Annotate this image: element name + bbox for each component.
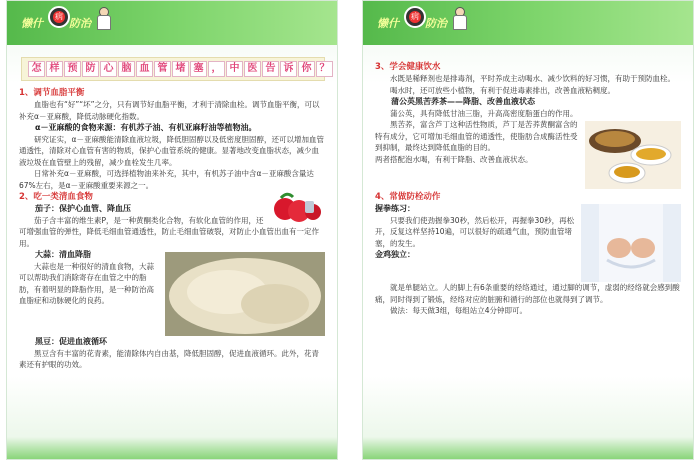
right-page	[362, 0, 694, 460]
brand-left-right: 懒什	[377, 17, 399, 30]
banner-char: 塞	[190, 61, 207, 77]
banner-char: 样	[46, 61, 63, 77]
banner-char: ？	[316, 61, 333, 77]
banner-char: 血	[136, 61, 153, 77]
garlic-title: 大蒜：清血降脂	[35, 250, 91, 259]
banner-char: 管	[154, 61, 171, 77]
blackbean-text: 黑豆含有丰富的花青素，能清除体内自由基，降低胆固醇，促进血液循环。此外，花青素还有护眼的功效。	[19, 348, 319, 369]
banner-char: 防	[82, 61, 99, 77]
banner-char: 你	[298, 61, 315, 77]
banner-char: 中	[226, 61, 243, 77]
one-leg-title: 金鸡独立：	[375, 250, 415, 259]
left-content	[19, 87, 325, 371]
eggplant-illustration	[271, 189, 325, 225]
tea-title: 蒲公英黑苦荞茶——降脂、改善血液状态	[391, 97, 535, 106]
title-banner	[21, 57, 330, 81]
emblem-icon	[48, 6, 70, 28]
section-1-p3: 研究证实，α－亚麻酸能清除血液垃圾，降低胆固醇以及低密度胆固醇，还可以增加血管通透性，清除对心血管有害的物质，保护心血管系统的健康。显著地改变血脂状态，减少血液垃圾在血管壁上的残留，减少血栓发生几率。	[19, 134, 324, 167]
emblem-char-right: 病	[411, 12, 419, 21]
tea-photo	[585, 121, 681, 189]
bottom-wave-right	[363, 437, 693, 459]
bottom-wave	[7, 437, 337, 459]
emblem-char: 病	[55, 12, 63, 21]
header-bar-right	[363, 1, 693, 45]
banner-char: 告	[262, 61, 279, 77]
doctor-icon	[97, 7, 109, 29]
blackbean-title: 黑豆：促进血液循环	[35, 337, 107, 346]
section-3-p1: 水既是稀释剂也是排毒剂，平时养成主动喝水、减少饮料的好习惯，有助于预防血栓。	[390, 74, 675, 83]
fist-exercise-text: 只要我们使劲握拳30秒，然后松开，再握拳30秒，再松开，反复这样坚持10遍，可以很好的疏通气血，预防血管堵塞，的发生。	[375, 215, 575, 248]
brand-left: 懒什	[21, 17, 43, 30]
section-3-p4: 黑苦荞，富含芦丁这种活性物质，芦丁是苦荞黄酮富含的特有成分，它可增加毛细血管的通透性，使脂肪合成酶活性受到抑制，最终达到降低血脂的目的。	[375, 120, 578, 152]
brand-right-right: 防治	[425, 17, 447, 30]
garlic-text: 大蒜也是一种很好的清血食物，大蒜可以帮助我们消除寄存在血管之中的脂肪，有着明显的降脂作用，是一种防治高血脂症和动脉硬化的良药。	[19, 261, 154, 305]
one-leg-method: 做法：每天做3组，每组站立4分钟即可。	[390, 306, 528, 315]
section-4-title: 4、常做防栓动作	[375, 192, 441, 202]
banner-title	[28, 61, 333, 77]
section-1-title: 1、调节血脂平衡	[19, 88, 85, 98]
fist-exercise-title: 握拳练习：	[375, 204, 415, 213]
eggplant-title: 茄子：保护心血管、降血压	[35, 204, 131, 213]
section-3-p5: 两者搭配泡水喝，有利于降脂、改善血液状态。	[375, 154, 533, 164]
left-page	[6, 0, 338, 460]
emblem-icon-right	[404, 6, 426, 28]
section-1-p1: 血脂也有“好”“坏”之分，只有调节好血脂平衡，才利于清除血栓。调节血脂平衡，可以补充α－亚麻酸，降低动脉硬化指数。	[19, 100, 320, 121]
one-leg-text: 就是单腿站立。人的脚上有6条重要的经络通过，通过脚的调节，虚弱的经络就会感到酸痛，同时得到了锻炼，经络对应的脏腑和循行的部位也就得到了调节。	[375, 283, 680, 304]
banner-char: 诉	[280, 61, 297, 77]
right-content	[375, 61, 681, 317]
banner-char: 预	[64, 61, 81, 77]
section-1-p4: 日常补充α－亚麻酸，可选择植物油来补充，其中，有机苏子油中含α－亚麻酸含量达67%左右，是α－亚麻酸重要来源之一。	[19, 169, 314, 190]
section-3-p3: 蒲公英，具有降低甘油三脂，升高高密度脂蛋白的作用。	[390, 108, 578, 118]
banner-char: 怎	[28, 61, 45, 77]
eggplant-text: 茄子含丰富的维生素P，是一种黄酮类化合物，有软化血管的作用，还可增强血管的弹性，降低毛细血管通透性，防止毛细血管破裂，对防止小血管出血有一定作用。	[19, 215, 319, 248]
banner-char: 医	[244, 61, 261, 77]
garlic-rice-photo	[165, 252, 325, 336]
section-2-title: 2、吃一类清血食物	[19, 192, 93, 202]
brand-right: 防治	[69, 17, 91, 30]
fist-photo	[581, 204, 681, 282]
doctor-icon-right	[453, 7, 465, 29]
section-3-title: 3、学会健康饮水	[375, 62, 441, 72]
section-3-p2: 喝水时，还可放些小植物，有利于促进毒素排出，改善血液粘稠度。	[390, 85, 615, 95]
header-bar	[7, 1, 337, 45]
banner-char: 心	[100, 61, 117, 77]
banner-char: 脑	[118, 61, 135, 77]
section-1-p2: α－亚麻酸的食物来源：有机苏子油、有机亚麻籽油等植物油。	[35, 123, 257, 132]
banner-char: ，	[208, 61, 225, 77]
banner-char: 堵	[172, 61, 189, 77]
